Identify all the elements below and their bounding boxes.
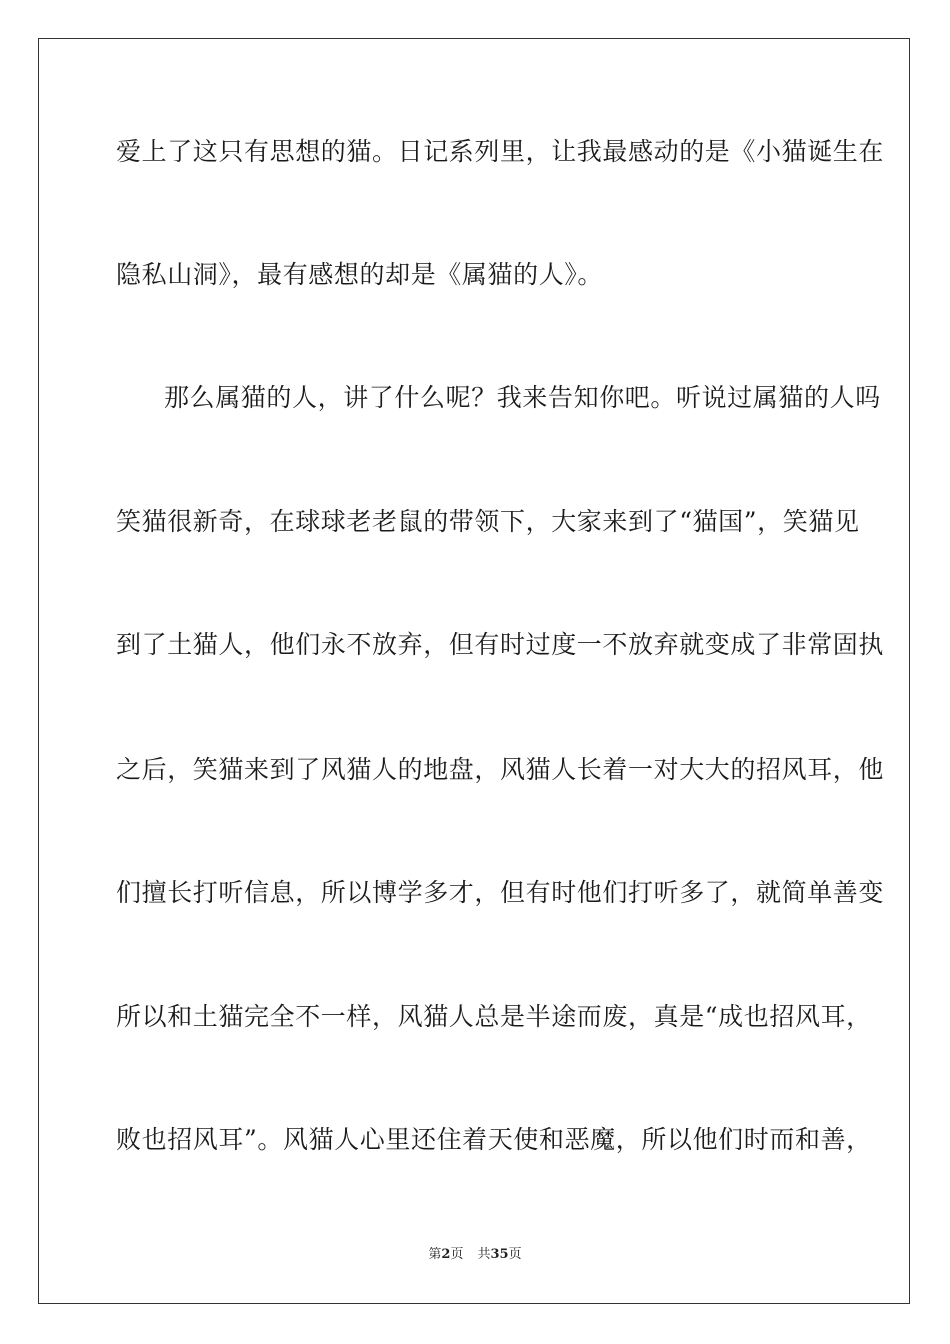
body-text-line: 到了土猫人，他们永不放弃，但有时过度一不放弃就变成了非常固执 [116,630,885,659]
page-footer [0,1247,950,1263]
page-prefix: 第 [428,1247,442,1262]
body-text-line: 败也招风耳”。风猫人心里还住着天使和恶魔，所以他们时而和善， [116,1125,872,1154]
body-text-line: 笑猫很新奇，在球球老老鼠的带领下，大家来到了“猫国”，笑猫见 [116,507,860,536]
body-text-line: 们擅长打听信息，所以博学多才，但有时他们打听多了，就简单善变 [116,878,885,907]
page-number: 2 [441,1247,451,1262]
body-text-line: 所以和土猫完全不一样，风猫人总是半途而废，真是“成也招风耳， [116,1002,872,1031]
body-text-line: 爱上了这只有思想的猫。日记系列里，让我最感动的是《小猫诞生在 [116,137,885,166]
total-pages: 35 [490,1247,509,1262]
body-text-line: 隐私山洞》，最有感想的却是《属猫的人》。 [116,260,604,289]
total-prefix: 共 [477,1247,491,1262]
body-text-line: 之后，笑猫来到了风猫人的地盘，风猫人长着一对大大的招风耳，他 [116,755,885,784]
page-suffix: 页 [450,1247,464,1262]
page-border [38,38,910,1304]
body-text-line-indented: 那么属猫的人，讲了什么呢？我来告知你吧。听说过属猫的人吗 [164,383,881,412]
total-suffix: 页 [508,1247,522,1262]
